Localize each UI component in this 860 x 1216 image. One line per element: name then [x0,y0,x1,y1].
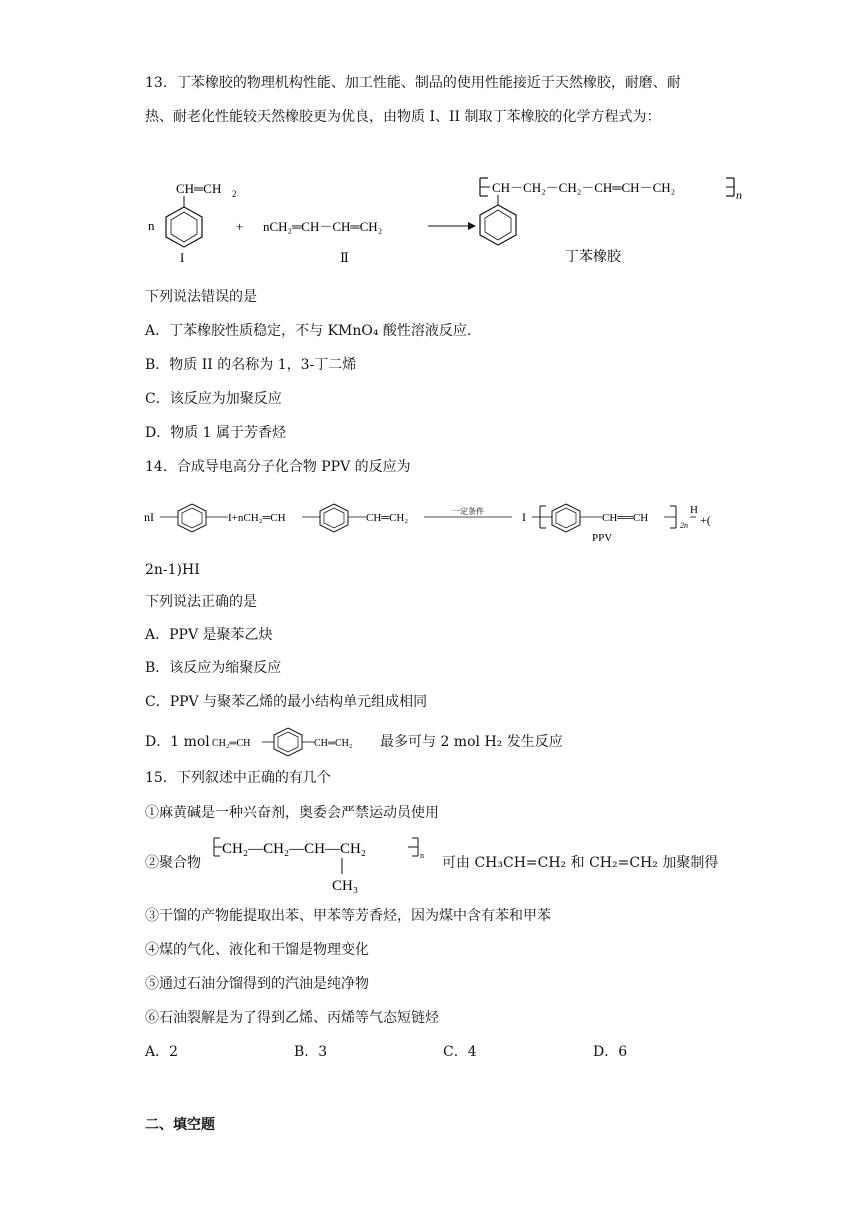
q14-prompt: 下列说法正确的是 [145,594,257,610]
q14-label-ppv: PPV [592,532,613,544]
q14-mid1: I+nCH₂═CH [228,512,286,524]
q15-item2-structure [206,832,442,896]
q15-line1: 15．下列叙述中正确的有几个 [145,770,331,786]
q14-r1: nI [144,510,154,524]
q14-option-c: C．PPV 与聚苯乙烯的最小结构单元组成相同 [145,694,428,710]
q14-condition: 一定条件 [452,507,484,516]
q15-option-b: B．3 [294,1044,328,1060]
q15-item1: ①麻黄碱是一种兴奋剂，奥委会严禁运动员使用 [145,805,439,821]
q13-prompt: 下列说法错误的是 [145,289,257,305]
q15-item5: ⑤通过石油分馏得到的汽油是纯净物 [145,976,369,992]
product-chain: CH－CH₂－CH₂－CH═CH－CH₂ [492,180,676,195]
q15-option-a: A．2 [145,1044,179,1060]
reactant-II: nCH₂═CH－CH═CH₂ [263,219,383,234]
q14-mid2: CH═CH₂ [366,512,409,524]
q14-option-b: B．该反应为缩聚反应 [145,660,282,676]
q14-prod-chain: CH══CH [602,512,649,524]
product-n: n [736,188,742,202]
q14-option-d-pre: D．1 mol [145,734,210,750]
q13-option-a: A．丁苯橡胶性质稳定，不与 KMnO₄ 酸性溶液反应. [145,323,472,339]
q15-item6: ⑥石油裂解是为了得到乙烯、丙烯等气态短链烃 [145,1010,439,1026]
q15-item4: ④煤的气化、液化和干馏是物理变化 [145,942,369,958]
item2-ch3: CH₃ [332,878,359,894]
q14-prod-I: I [522,510,526,524]
plus-sign: + [236,219,244,234]
label-product: 丁苯橡胶 [565,249,621,265]
q13-option-c: C．该反应为加聚反应 [145,391,282,407]
q14-option-a: A．PPV 是聚苯乙炔 [145,627,273,643]
optd-right: CH═CH₂ [314,738,353,749]
r1-coef: n [148,218,155,233]
q13-option-b: B．物质 II 的名称为 1，3-丁二烯 [145,357,357,373]
q14-prod-n: 2n [680,521,688,530]
label-II: Ⅱ [340,250,349,265]
label-I: I [180,250,185,265]
item2-n: n [420,851,424,860]
q15-option-c: C．4 [443,1044,477,1060]
optd-left: CH₂═CH [212,738,251,749]
q13-equation [140,165,760,275]
q13-option-d: D．物质 1 属于芳香烃 [145,425,287,441]
r1-sub2: 2 [232,189,237,199]
item2-chain: CH₂—CH₂—CH—CH₂ [222,841,367,857]
q15-item3: ③干馏的产物能提取出苯、甲苯等芳香烃，因为煤中含有苯和甲苯 [145,908,551,924]
q14-tail: +( [700,513,711,527]
q14-option-d-post: 最多可与 2 mol H₂ 发生反应 [380,734,563,750]
q14-prod-H: H [690,504,698,516]
q14-equation [140,486,760,548]
q13-line2: 热、耐老化性能较天然橡胶更为优良，由物质 I、II 制取丁苯橡胶的化学方程式为： [145,109,661,125]
q13-line1: 13．丁苯橡胶的物理机构性能、加工性能、制品的使用性能接近于天然橡胶，耐磨、耐 [145,75,681,91]
section-heading: 二、填空题 [145,1117,215,1133]
q15-item2-post: 可由 CH₃CH=CH₂ 和 CH₂=CH₂ 加聚制得 [442,855,719,871]
r1-sub: CH═CH [176,181,222,196]
q15-item2-pre: ②聚合物 [145,855,201,871]
q14-option-d-structure [212,724,382,760]
q14-line1: 14．合成导电高分子化合物 PPV 的反应为 [145,459,411,475]
q14-cont: 2n-1)HI [145,562,200,578]
q15-option-d: D．6 [593,1044,628,1060]
arrow-icon [468,222,476,230]
